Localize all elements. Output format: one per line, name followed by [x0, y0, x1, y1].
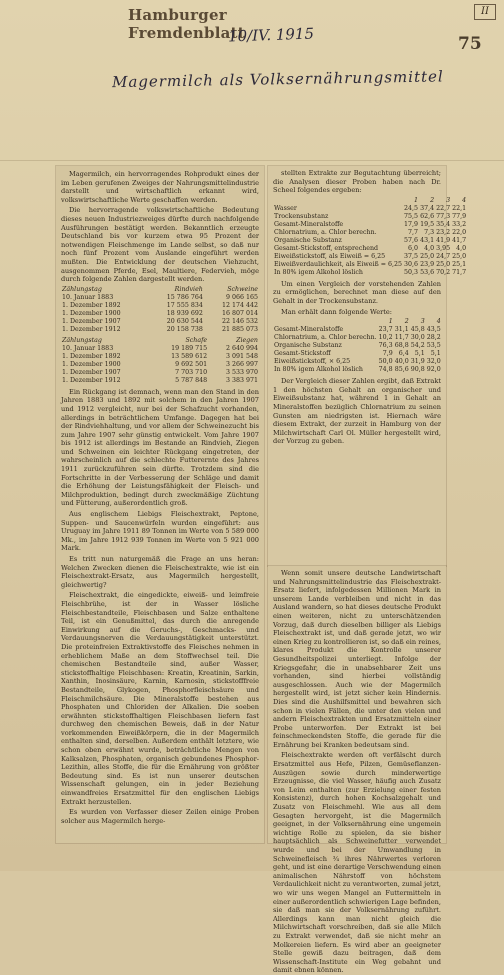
table-cell: 92,0: [426, 366, 441, 374]
table-cell: Organische Substanz: [274, 236, 342, 244]
table-corner: [273, 197, 403, 205]
table-cell: 2 640 994: [225, 344, 258, 352]
table-cell: 43,1: [420, 236, 435, 244]
table-row: [61, 310, 259, 318]
table-header: Schweine: [227, 285, 258, 293]
table-cell: 31,9: [410, 358, 425, 366]
table-row: [273, 213, 467, 221]
table-cell: In 80% igem Alkohol löslich: [274, 268, 363, 276]
paragraph: Fleischextrakte werden oft verfälscht durch Ersatzmittel aus Hefe, Pilzen, Gemüseflanzen-Auszügen sowie durch minderwertige Erzeugnisse, die viel Wasser, häufig auch Zusatz von Leim enthalten (zur Erzielung einer festen Konsistenz), durch hohen Kochsalzgehalt und Zusatz von Fleischmehl. Wie aus all dem Gesagten hervorgeht, ist die Magermilch geeignet, in der Volksernährung eine ungemein wichtige Rolle zu spielen, da sie bisher hauptsächlich als Schweinefutter verwendet wurde und bei der Umwandlung in Schweinefleisch ¾ ihres Nährwertes verloren geht, und ist eine derartige Verschwendung einen animalischen Nährstoff von höchstem Verdaulichkeit nicht zu verantworten, zumal jetzt, wo wir uns wegen Mangel an Futtermitteln in einer außerordentlich schwierigen Lage befinden, sie daß man sie der Volksernährung zuführt. Allerdings kann man nicht gleich die Milchwirtschaft vorschreiben, daß sie alle Milch zu Extrakt verwendet, daß sie nicht mehr an Molkereien liefern. Es wird aber an geeigneter Stelle gewiß dazu beitragen, daß dem Wissenschaft-Institute ein Weg gebahnt und damit ebnen können.: [273, 751, 441, 975]
table-row: [273, 342, 442, 350]
table-row: [61, 294, 259, 302]
table-cell: 40,0: [394, 358, 409, 366]
table-label: Zählungstag: [62, 336, 102, 344]
table-cell: 75,5: [404, 212, 419, 220]
paragraph: Magermilch, ein hervorragendes Rohprodukt eines der im Leben gerufenen Zweiges der Nahrungsmittelindustrie darstellt und wirtschaftlich erkannt wird, volkswirtschaftliche Werte geschaffen werden.: [61, 170, 259, 204]
table-cell: 32,0: [426, 358, 441, 366]
table-cell: 25,1: [452, 260, 467, 268]
table-cell: 22,0: [452, 228, 467, 236]
table-cell: 24,5: [404, 204, 419, 212]
table-cell: 45,8: [410, 326, 425, 334]
table-cell: 10,2: [378, 334, 393, 342]
table-row: [61, 369, 259, 377]
paragraph: Es tritt nun naturgemäß die Frage an uns heran: Welchen Zwecken dienen die Fleischextrakte, wie ist ein Fleischextrakt-Ersatz, aus Magermilch hergestellt, gleichwertig?: [61, 555, 259, 589]
paragraph: Es wurden von Verfasser dieser Zeilen einige Proben solcher aus Magermilch herge-: [61, 808, 259, 825]
paragraph: Ein Rückgang ist demnach, wenn man den Stand in den Jahren 1883 und 1892 mit solchem in den Jahren 1907 und 1912 vergleicht, nur bei der Schafzucht vorhanden, allerdings in beträchtlichem Umfange. Dagegen hat bei der Rindviehhaltung, und vor allem der Schweinezucht bis zum Jahre 1907 sehr günstig entwickelt. Vom Jahre 1907 bis 1912 ist allerdings im Bestande an Rindvieh, Ziegen und Schweinen ein leichter Rückgang eingetreten, der wahrscheinlich auf die schlechte Futterernte des Jahres 1911 zurückzuführen sein dürfte. Trotzdem sind die Fortschritte in der Verbesserung der Schläge und damit die Erhöhung der Leistungsfähigkeit der Fleisch- und Milchproduktion, bedingt durch zweckmäßige Züchtung und Fütterung, außerordentlich groß.: [61, 387, 259, 508]
table-cell: 68,8: [394, 342, 409, 350]
table-cell: 41,9: [436, 236, 451, 244]
table-cell: 13 589 612: [171, 352, 208, 360]
paragraph: Um einen Vergleich der vorstehenden Zahlen zu ermöglichen, berechnet man diese auf den Gehalt in der Trockensubstanz.: [273, 279, 441, 305]
table-cell: 70,2: [436, 268, 451, 276]
newspaper-masthead: Hamburger Fremdenblatt: [128, 6, 245, 42]
table-cell: 1. Dezember 1912: [62, 325, 121, 333]
table-cell: 1. Dezember 1907: [62, 317, 121, 325]
clipping-right-column-upper: [268, 166, 467, 566]
table-cell: 10. Januar 1883: [62, 293, 114, 301]
livestock-table-1: [61, 286, 259, 334]
table-cell: 76,3: [378, 342, 393, 350]
table-cell: Chlornatrium, a. Chlor berechn.: [274, 334, 377, 342]
table-cell: 17,9: [404, 220, 419, 228]
table-row: [273, 366, 442, 374]
table-row: [273, 326, 442, 334]
table-cell: 1. Dezember 1900: [62, 360, 121, 368]
table-row: [273, 205, 467, 213]
table-row: [61, 318, 259, 326]
table-row: [273, 253, 467, 261]
analysis-table: [273, 197, 467, 277]
table-row: [273, 245, 467, 253]
table-cell: Wasser: [274, 204, 297, 212]
table-cell: 85,6: [394, 366, 409, 374]
table-label: Zählungstag: [62, 285, 102, 293]
table-header: 2: [404, 318, 409, 326]
table-cell: 57,6: [404, 236, 419, 244]
table-cell: Eiweißstickstoff, als Eiweiß = 6,25: [274, 252, 386, 260]
table-row: [273, 237, 467, 245]
table-cell: 35,4: [436, 220, 451, 228]
table-cell: 11,7: [394, 334, 409, 342]
table-cell: 23,7: [378, 326, 393, 334]
table-cell: 74,8: [378, 366, 393, 374]
table-cell: 33,2: [452, 220, 467, 228]
paragraph: Wenn somit unsere deutsche Landwirtschaft und Nahrungsmittelindustrie das Fleischextrakt-Ersatz liefert, infolgedessen Millionen Mark in unserem Lande verbleiben und nicht in das Ausland wandern, so hat dieses deutsche Produkt einen weiteren, nicht zu unterschätzenden Vorzug, daß durch dieselben billiger als Liebigs Fleischextrakt ist, und daß gerade jetzt, wo wir einen Krieg zu kontrollieren ist, so daß ein reines, klares Produkt die Kontrolle unserer Gesundheitspolizei unterliegt. Infolge der Kriegsgefahr, die in unabsehbarer Zeit uns vorhanden, sind hierbei vollständig ausgeschlossen. Auch wie der Magermilch hergestellt wird, ist jetzt sicher kein Hindernis. Dies sind die Aushilfsmittel und bewahren sich schon in vielen Fällen, die unter den vielen und andern Fleischextrakten und Ersatzmitteln einer Probe unterworfen. Der Extrakt ist bei feinschmeckendsten Stoffe, die gerade für die Ernährung bei Kranken bedeutsam sind.: [273, 569, 441, 749]
table-row: [273, 261, 467, 269]
table-cell: 6,0: [408, 244, 419, 252]
table-cell: 37,4: [420, 204, 435, 212]
table-cell: 3 533 970: [225, 368, 258, 376]
table-cell: Gesamt-Stickstoff: [274, 350, 331, 358]
table-cell: 4,0: [456, 244, 467, 252]
table-row: [61, 326, 259, 334]
table-cell: 3 091 548: [225, 352, 258, 360]
table-cell: 21 885 073: [221, 325, 258, 333]
table-row: [273, 221, 467, 229]
corner-mark: II: [474, 4, 496, 20]
table-cell: 25,0: [420, 252, 435, 260]
table-cell: Organische Substanz: [274, 342, 342, 350]
table-cell: 28,2: [426, 334, 441, 342]
table-cell: 30,0: [410, 334, 425, 342]
table-cell: Gesamt-Mineralstoffe: [274, 326, 344, 334]
table-cell: 19 189 715: [171, 344, 208, 352]
paragraph: Fleischextrakt, die eingedickte, eiweiß- und leimfreie Fleischbrühe, ist der in Wasser lösliche Fleischbestandteile, Fleischbasen und Salze enthaltene Teil, ist ein Genußmittel, das durch die anregende Einwirkung auf die Geruchs-, Geschmacks- und Verdauungsnerven die Verdauungstätigkeit unterstützt. Die proteinfreien Extraktivstoffe des Fleisches nehmen in erheblichem Maße an dem Stoffwechsel teil. Die chemischen Bestandteile sind, außer Wasser, stickstoffhaltige Fleischbasen: Kreatin, Kreatinin, Sarkin, Xanthin, Inosinsäure, Karnin, Karnosin, stickstofffreie Bestandteile, Glykogen, Phosphorfleischsäure und Fleischmilchsäure. Die Mineralstoffe bestehen aus Phosphaten und Chloriden der Alkalien. Die soeben erwähnten stickstoffhaltigen Fleischbasen liefern fast durchweg den chemischen Beweis, daß in der Natur vorkommenden Eiweißkörpern, die in der Magermilch enthalten sind, derselben. Außerdem enthält letztere, wie schon oben erwähnt wurde, beträchtliche Mengen von Kalksalzen, Phosphaten, organisch gebundenes Phosphor-Lezithin, alles Stoffe, die für die Ernährung von größter Bedeutung sind. Es ist nun unserer deutschen Wissenschaft gelungen, ein in jeder Beziehung einwandfreies Ersatzmittel für den englischen Liebigs Extrakt herzustellen.: [61, 591, 259, 806]
table-cell: 19,5: [420, 220, 435, 228]
table-cell: 1. Dezember 1892: [62, 352, 121, 360]
table-cell: 20 158 738: [166, 325, 203, 333]
table-row: [61, 361, 259, 369]
table-cell: 71,7: [452, 268, 467, 276]
table-cell: 50,3: [404, 268, 419, 276]
table-cell: 50,0: [378, 358, 393, 366]
dry-matter-table: [273, 318, 442, 374]
table-cell: 7,3: [424, 228, 435, 236]
table-row: [273, 358, 442, 366]
handwritten-title: Magermilch als Volksernährungsmittel: [111, 67, 444, 92]
table-cell: 6,4: [398, 350, 409, 358]
table-header: 4: [436, 318, 441, 326]
table-header: 3: [420, 318, 425, 326]
table-cell: 24,7: [436, 252, 451, 260]
paragraph: Man erhält dann folgende Werte:: [281, 307, 393, 316]
table-cell: 23,2: [436, 228, 451, 236]
table-cell: 4,0: [424, 244, 435, 252]
table-corner: [273, 318, 378, 326]
table-cell: 77,3: [436, 212, 451, 220]
table-cell: Eiweißverdaulichkeit, als Eiweiß = 6,25: [274, 260, 403, 268]
paragraph: stellten Extrakte zur Begutachtung überreicht; die Analysen dieser Proben haben nach Dr. Scheel folgendes ergeben:: [273, 169, 441, 195]
table-header: 3: [446, 196, 451, 204]
table-cell: 22 146 532: [221, 317, 258, 325]
table-cell: 7 703 710: [175, 368, 208, 376]
table-cell: 22,1: [452, 204, 467, 212]
table-cell: In 80% igem Alkohol löslich: [274, 366, 363, 374]
table-cell: 10. Januar 1883: [62, 344, 114, 352]
table-row: [273, 334, 442, 342]
table-cell: 5 787 848: [175, 376, 208, 384]
table-cell: 1. Dezember 1907: [62, 368, 121, 376]
table-cell: 1. Dezember 1912: [62, 376, 121, 384]
table-cell: 53,5: [426, 342, 441, 350]
handwritten-date: 10/IV. 1915: [227, 24, 315, 46]
table-header: 1: [414, 196, 419, 204]
table-cell: 31,1: [394, 326, 409, 334]
table-cell: 3 383 971: [225, 376, 258, 384]
table-cell: 90,8: [410, 366, 425, 374]
table-cell: 5,1: [430, 350, 441, 358]
table-cell: 3,95: [436, 244, 451, 252]
table-cell: 3 266 997: [225, 360, 258, 368]
paragraph: Aus englischem Liebigs Fleischextrakt, Peptone, Suppen- und Saucenwürfeln wurden eingeführt: aus Uruguay im Jahre 1911 89 Tonnen im Werte von 5 589 000 Mk., im Jahre 1912 939 Tonnen im Werte von 5 921 000 Mark.: [61, 510, 259, 553]
table-cell: 22,7: [436, 204, 451, 212]
table-cell: 16 807 014: [221, 309, 258, 317]
table-cell: 30,6: [404, 260, 419, 268]
table-cell: 43,5: [426, 326, 441, 334]
table-cell: 7,7: [408, 228, 419, 236]
table-row: [61, 345, 259, 353]
table-header: Schafe: [185, 336, 208, 344]
table-cell: 9 066 165: [225, 293, 258, 301]
table-cell: Chlornatrium, a. Chlor berechn.: [274, 228, 377, 236]
table-cell: 54,2: [410, 342, 425, 350]
table-cell: 1. Dezember 1892: [62, 301, 121, 309]
table-row: [61, 353, 259, 361]
table-cell: 17 555 834: [166, 301, 203, 309]
clipping-left-column: [56, 166, 264, 843]
table-header: 1: [388, 318, 393, 326]
table-cell: Eiweißstickstoff, × 6,25: [274, 358, 351, 366]
table-row: [273, 269, 467, 277]
clipping-right-column-lower: [268, 566, 446, 975]
table-cell: 1. Dezember 1900: [62, 309, 121, 317]
paragraph: Der Vergleich dieser Zahlen ergibt, daß Extrakt 1 den höchsten Gehalt an organischer und Eiweißsubstanz hat, während 1 in Gehalt an Mineralstoffen bezüglich Chlornatrium zu seinen Gunsten am niedrigsten ist. Hiernach wäre diesem Extrakt, der zurzeit in Hamburg von der Milchwirtschaft Carl Ol. Müller hergestellt wird, der Vorzug zu geben.: [273, 377, 441, 446]
paragraph: Die hervorragende volkswirtschaftliche Bedeutung dieses neuen Industriezweiges dürfte durch nachfolgende Ausführungen bestätigt werden. Bekanntlich erzeugte Deutschland bis vor kurzem etwa 95 Prozent der notwendigen Fleischmenge im Lande selbst, so daß nur noch fünf Prozent vom Auslande eingeführt werden mußten. Die Entwicklung der deutschen Viehzucht, ausgenommen Pferde, Esel, Maultiere, Federvieh, möge durch folgende Zahlen dargestellt werden.: [61, 206, 259, 284]
table-header: Ziegen: [236, 336, 258, 344]
table-cell: 18 939 692: [166, 309, 203, 317]
livestock-table-2: [61, 337, 259, 385]
table-cell: 41,7: [452, 236, 467, 244]
table-cell: 25,0: [452, 252, 467, 260]
table-cell: 15 786 764: [166, 293, 203, 301]
table-cell: 9 692 501: [175, 360, 208, 368]
table-header: Rindvieh: [174, 285, 203, 293]
table-row: [273, 350, 442, 358]
table-cell: 7,9: [382, 350, 393, 358]
table-cell: Trockensubstanz: [274, 212, 329, 220]
table-cell: 12 174 442: [221, 301, 258, 309]
table-cell: 53,6: [420, 268, 435, 276]
table-header: 2: [430, 196, 435, 204]
table-cell: 23,9: [420, 260, 435, 268]
table-cell: 37,5: [404, 252, 419, 260]
table-cell: 62,6: [420, 212, 435, 220]
table-row: [61, 377, 259, 385]
table-row: [61, 302, 259, 310]
table-cell: 77,9: [452, 212, 467, 220]
table-cell: Gesamt-Stickstoff, entsprechend: [274, 244, 379, 252]
table-row: [273, 229, 467, 237]
table-cell: Gesamt-Mineralstoffe: [274, 220, 344, 228]
table-cell: 20 630 544: [166, 317, 203, 325]
table-cell: 5,1: [414, 350, 425, 358]
table-header: 4: [462, 196, 467, 204]
page-number: 75: [458, 34, 482, 54]
table-cell: 25,0: [436, 260, 451, 268]
fold-line: [0, 160, 504, 161]
